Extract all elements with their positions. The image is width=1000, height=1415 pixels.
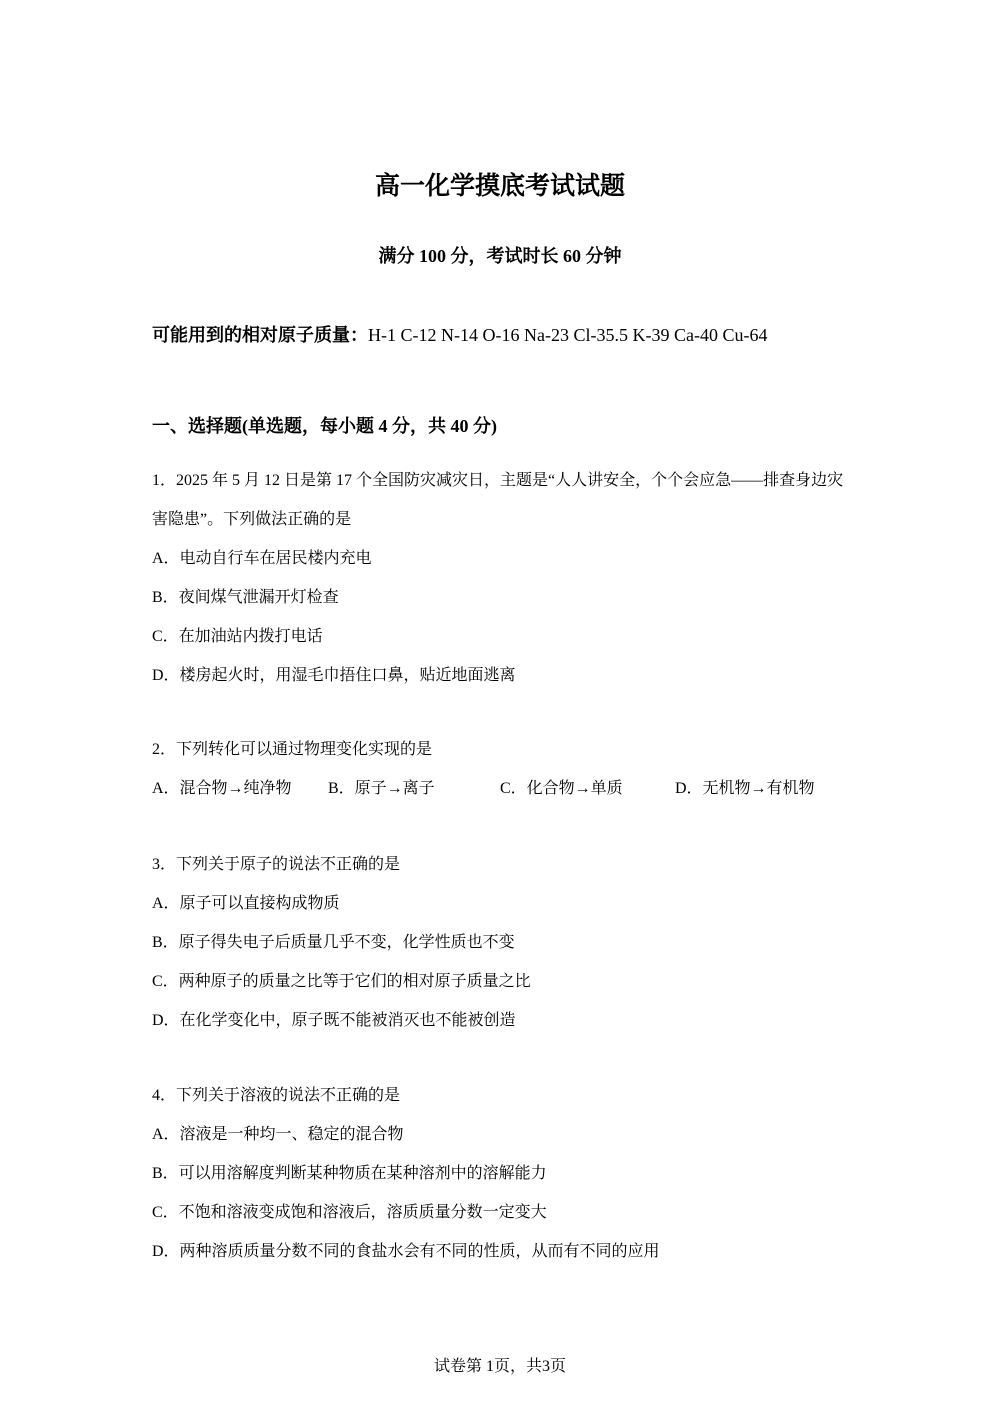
question-4 [152,1076,852,1271]
question-stem: 3．下列关于原子的说法不正确的是 [152,856,401,873]
page-title: 高一化学摸底考试试题 [374,171,625,200]
option-a: A．电动自行车在居民楼内充电 [152,550,372,567]
question-stem: 1．2025 年 5 月 12 日是第 17 个全国防灾减灾日，主题是“人人讲安全，个个会应急——排查身边灾害隐患”。下列做法正确的是 [152,472,844,528]
exam-subtitle: 满分 100 分，考试时长 60 分钟 [378,246,622,266]
question-1 [152,461,852,695]
option-d: D．两种溶质质量分数不同的食盐水会有不同的性质，从而有不同的应用 [152,1243,660,1260]
atomic-mass-label: 可能用到的相对原子质量： [152,325,368,345]
option-d: D．在化学变化中，原子既不能被消灭也不能被创造 [152,1012,516,1029]
option-c: C．两种原子的质量之比等于它们的相对原子质量之比 [152,973,531,990]
option-a: A．原子可以直接构成物质 [152,895,340,912]
option-c: C．化合物→单质 [500,780,623,797]
question-2 [152,730,852,808]
options-row [152,769,852,808]
option-b: B．夜间煤气泄漏开灯检查 [152,589,339,606]
option-a: A．溶液是一种均一、稳定的混合物 [152,1126,404,1143]
page-footer: 试卷第 1页，共3页 [433,1358,566,1375]
option-c: C．在加油站内拨打电话 [152,628,323,645]
atomic-mass-line [152,309,852,361]
option-d: D．楼房起火时，用湿毛巾捂住口鼻，贴近地面逃离 [152,667,516,684]
option-a: A．混合物→纯净物 [152,780,292,797]
section-heading: 一、选择题(单选题，每小题 4 分，共 40 分) [152,416,497,436]
option-c: C．不饱和溶液变成饱和溶液后，溶质质量分数一定变大 [152,1204,547,1221]
atomic-mass-values: H-1 C-12 N-14 O-16 Na-23 Cl-35.5 K-39 Ca-40 Cu-64 [368,325,768,345]
option-d: D．无机物→有机物 [675,780,815,797]
question-3 [152,845,852,1040]
option-b: B．可以用溶解度判断某种物质在某种溶剂中的溶解能力 [152,1165,547,1182]
question-stem: 2．下列转化可以通过物理变化实现的是 [152,741,433,758]
option-b: B．原子→离子 [328,780,435,797]
option-b: B．原子得失电子后质量几乎不变，化学性质也不变 [152,934,515,951]
question-stem: 4．下列关于溶液的说法不正确的是 [152,1087,401,1104]
